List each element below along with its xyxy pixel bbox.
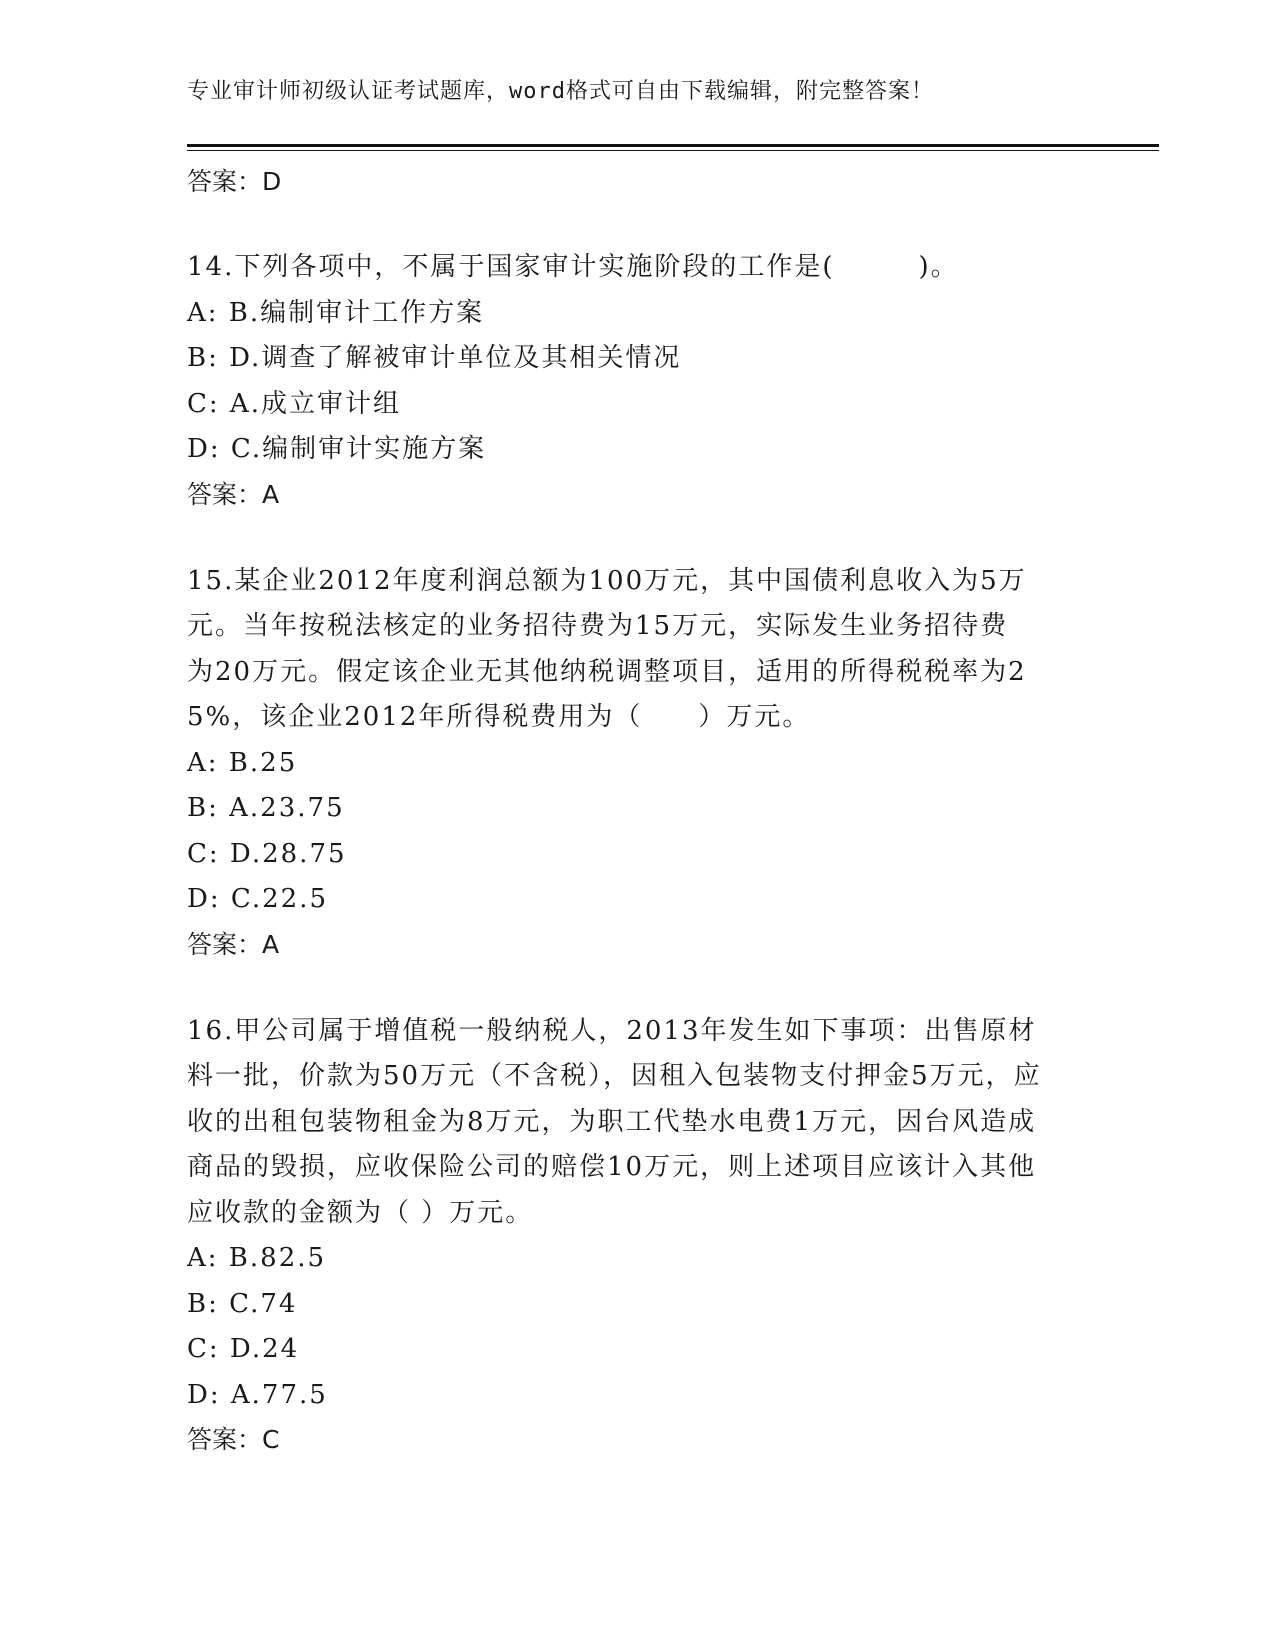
question-stem: 14.下列各项中，不属于国家审计实施阶段的工作是( )。: [187, 252, 959, 282]
option-a: A: B.编制审计工作方案: [187, 297, 485, 328]
question-block: [187, 1009, 1087, 1463]
answer-line: 答案：C: [187, 1425, 280, 1454]
option-c: C: D.24: [187, 1334, 300, 1364]
option-d: D: A.77.5: [187, 1379, 328, 1410]
question-stem: 16.甲公司属于增值税一般纳税人，2013年发生如下事项：出售原材料一批，价款为50万元（不含税），因租入包装物支付押金5万元，应收的出租包装物租金为8万元，为职工代垫水电费1万元，因台风造成商品的毁损，应收保险公司的赔偿10万元，则上述项目应该计入其他应收款的金额为（ ）万元。: [187, 1015, 1042, 1228]
option-a: A: B.82.5: [187, 1243, 327, 1273]
option-c: C: A.成立审计组: [187, 388, 401, 419]
header-rule-thick: [187, 144, 1159, 147]
option-a: A: B.25: [187, 747, 298, 778]
option-d: D: C.编制审计实施方案: [187, 434, 487, 464]
option-c: C: D.28.75: [187, 838, 347, 869]
header-rule-thin: [187, 150, 1159, 151]
answer-line: 答案：A: [187, 929, 280, 959]
option-b: B: D.调查了解被审计单位及其相关情况: [187, 343, 682, 373]
page-header: 专业审计师初级认证考试题库，word格式可自由下载编辑，附完整答案！: [187, 79, 934, 104]
question-list: [187, 160, 1087, 1462]
question-block: [187, 559, 1087, 967]
question-stem: 15.某企业2012年度利润总额为100万元，其中国债利息收入为5万元。当年按税法核定的业务招待费为15万元，实际发生业务招待费为20万元。假定该企业无其他纳税调整项目，适用的所得税税率为25%，该企业2012年所得税费用为（ ）万元。: [187, 565, 1027, 732]
previous-answer: 答案：D: [187, 167, 282, 196]
question-block: [187, 245, 1087, 517]
option-b: B: A.23.75: [187, 793, 345, 823]
option-d: D: C.22.5: [187, 884, 328, 914]
option-b: B: C.74: [187, 1288, 298, 1319]
answer-line: 答案：A: [187, 479, 280, 509]
